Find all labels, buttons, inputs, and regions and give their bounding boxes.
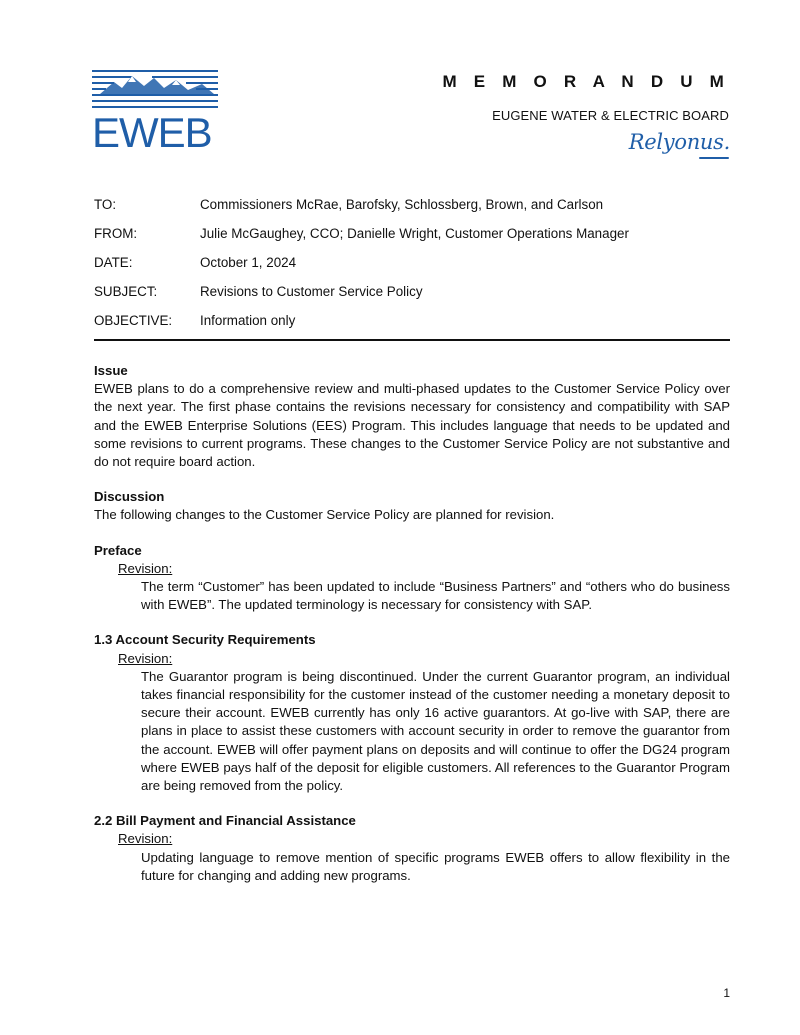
field-row-subject [94, 284, 730, 313]
field-value: Commissioners McRae, Barofsky, Schlossberg, Brown, and Carlson [200, 197, 604, 212]
field-label: DATE: [94, 255, 133, 270]
memo-title: M E M O R A N D U M [442, 72, 730, 91]
revision-label: Revision: [118, 831, 173, 847]
field-label: TO: [94, 197, 117, 212]
field-row-from [94, 226, 730, 255]
revision-text: The Guarantor program is being discontinued. Under the current Guarantor program, an individual takes financial responsibility for the customer instead of the customer needing a monetary deposit to secure their account. EWEB currently has only 16 active guarantors. At go-live with SAP, there are plans in place to assist these customers with account security in order to remove the guarantor from the account. EWEB will offer payment plans on deposits and will continue to offer the DG24 program where EWEB pays half of the deposit for eligible customers. All references to the Guarantor Program are being removed from the policy. [141, 668, 730, 794]
field-label: OBJECTIVE: [94, 313, 173, 328]
section-heading-account-security: 1.3 Account Security Requirements [94, 632, 316, 648]
field-row-date [94, 255, 730, 284]
eweb-logo [92, 68, 220, 156]
revision-text: Updating language to remove mention of specific programs EWEB offers to allow flexibility in the future for changing and adding new programs. [141, 849, 730, 883]
field-label: FROM: [94, 226, 138, 241]
revision-label: Revision: [118, 560, 173, 576]
page-number: 1 [723, 986, 730, 1000]
section-heading-bill-payment: 2.2 Bill Payment and Financial Assistance [94, 813, 356, 829]
tagline: Relyonus. [628, 130, 730, 154]
mountains-water-icon [92, 68, 220, 110]
field-row-to [94, 197, 730, 226]
discussion-heading: Discussion [94, 489, 165, 505]
field-value: Revisions to Customer Service Policy [200, 284, 423, 299]
issue-heading: Issue [94, 363, 128, 378]
field-row-objective [94, 313, 730, 342]
field-label: SUBJECT: [94, 284, 158, 299]
section-heading-preface: Preface [94, 542, 142, 558]
memo-fields [94, 197, 730, 342]
revision-text: The term “Customer” has been updated to include “Business Partners” and “others who do business with EWEB”. The updated terminology is necessary for consistency with SAP. [141, 579, 730, 613]
revision-label: Revision: [118, 650, 173, 666]
field-value: Information only [200, 313, 296, 328]
tagline-underline [699, 157, 729, 159]
discussion-text: The following changes to the Customer Service Policy are planned for revision. [94, 507, 555, 523]
memo-body [94, 362, 730, 885]
header-divider [94, 339, 730, 341]
issue-text: EWEB plans to do a comprehensive review and multi-phased updates to the Customer Service Policy over the next year. The first phase contains the revisions necessary for consistency and compatibility with SAP and the EWEB Enterprise Solutions (EES) Program. This includes language that needs to be updated and some revisions to current programs. These changes to the Customer Service Policy are not substantive and do not require board action. [94, 381, 730, 470]
field-value: October 1, 2024 [200, 255, 297, 270]
field-value: Julie McGaughey, CCO; Danielle Wright, Customer Operations Manager [200, 226, 629, 241]
logo-wordmark: EWEB [92, 109, 212, 156]
organization-name: EUGENE WATER & ELECTRIC BOARD [492, 108, 729, 123]
